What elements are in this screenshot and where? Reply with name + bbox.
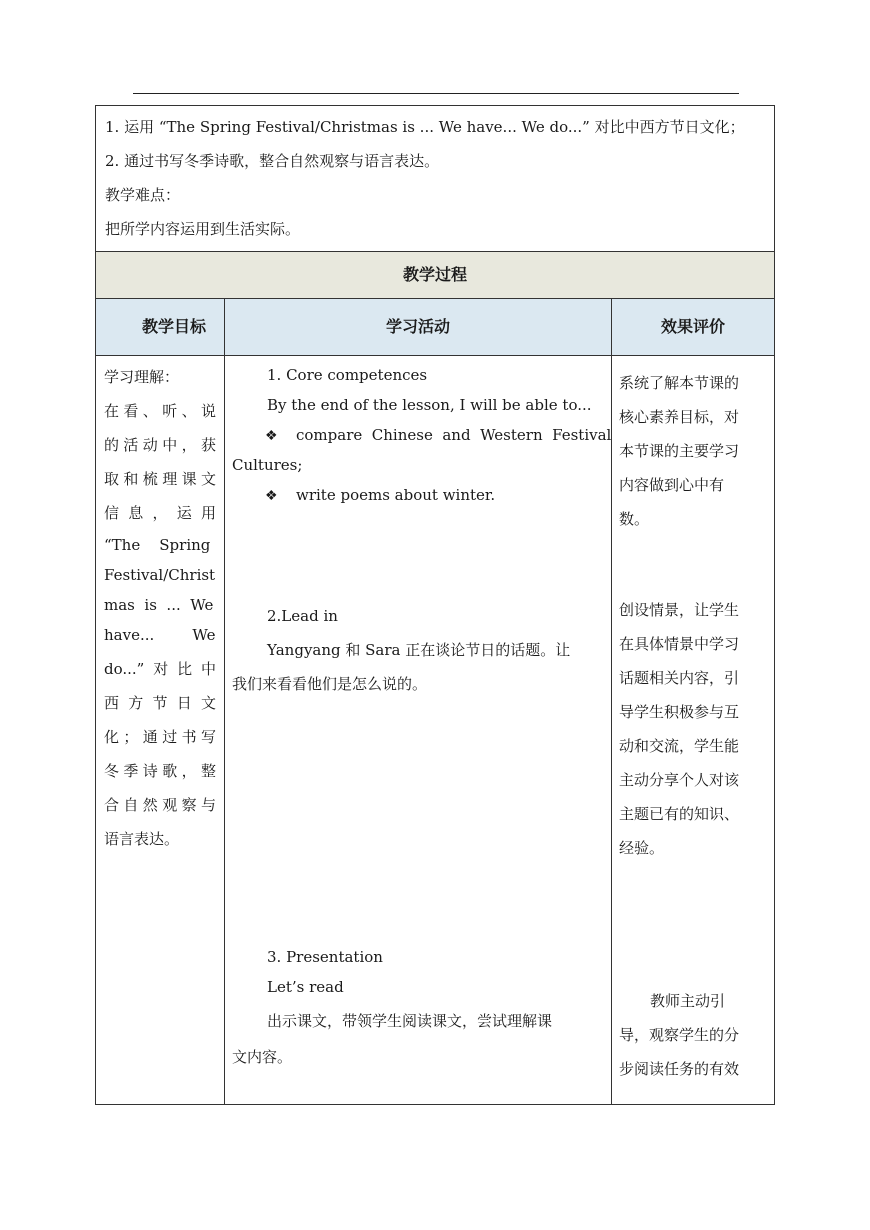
lead-title: 2.Lead in — [267, 607, 338, 625]
eval-line: 创设情景，让学生 — [619, 601, 740, 619]
goal-line: 化；通过书写 — [104, 728, 216, 746]
eval-line: 核心素养目标，对 — [619, 408, 740, 426]
col-header-activity-label: 学习活动 — [385, 317, 450, 336]
presentation-text-2: 文内容。 — [232, 1048, 293, 1066]
eval-line: 数。 — [619, 510, 650, 528]
lesson-plan-table — [95, 105, 775, 1105]
top-line-3: 教学难点： — [105, 186, 181, 204]
col-header-evaluation-label: 效果评价 — [660, 317, 725, 336]
process-title: 教学过程 — [96, 252, 774, 298]
eval-line: 主题已有的知识、 — [619, 805, 740, 823]
col-header-evaluation — [612, 299, 774, 355]
goal-line: 西 方 节 日 文 — [104, 694, 216, 712]
lead-text-2: 我们来看看他们是怎么说的。 — [232, 675, 428, 693]
eval-line: 系统了解本节课的 — [619, 374, 740, 392]
bullet-icon: ❖ — [265, 428, 278, 444]
goal-line: Festival/Christ — [104, 566, 216, 584]
lets-read: Let’s read — [267, 978, 344, 996]
bullet-icon: ❖ — [265, 488, 278, 504]
core-intro: By the end of the lesson, I will be able to... — [267, 396, 592, 414]
goal-line: have... We — [104, 626, 216, 644]
goal-line: 语言表达。 — [104, 830, 180, 848]
bullet-text-cont: Cultures; — [232, 456, 303, 474]
eval-line: 话题相关内容，引 — [619, 669, 740, 687]
top-line-2: 2. 通过书写冬季诗歌，整合自然观察与语言表达。 — [105, 152, 440, 170]
core-title: 1. Core competences — [267, 366, 428, 384]
bullet-text: write poems about winter. — [296, 486, 496, 504]
eval-line: 经验。 — [619, 839, 665, 857]
eval-line: 本节课的主要学习 — [619, 442, 740, 460]
bullet-item — [265, 426, 292, 444]
eval-line: 步阅读任务的有效 — [619, 1060, 740, 1078]
col-header-activity — [225, 299, 611, 355]
eval-line: 导，观察学生的分 — [619, 1026, 740, 1044]
top-line-1: 1. 运用 “The Spring Festival/Christmas is ... We have... We do...” 对比中西方节日文化； — [105, 118, 745, 136]
goal-cell — [96, 356, 224, 1104]
eval-line: 动和交流，学生能 — [619, 737, 740, 755]
goal-line: “The Spring — [104, 536, 211, 554]
activity-cell — [225, 356, 611, 1104]
goal-line: 合自然观察与 — [104, 796, 216, 814]
eval-line: 在具体情景中学习 — [619, 635, 740, 653]
col-header-goal — [96, 299, 224, 355]
eval-line: 教师主动引 — [650, 992, 726, 1010]
goal-line: 冬季诗歌，整 — [104, 762, 216, 780]
goal-line: 取和梳理课文 — [104, 470, 216, 488]
top-section — [96, 106, 774, 251]
top-line-4: 把所学内容运用到生活实际。 — [105, 220, 301, 238]
goal-line: 的活动中，获 — [104, 436, 216, 454]
eval-line: 主动分享个人对该 — [619, 771, 740, 789]
lead-text-1: Yangyang 和 Sara 正在谈论节日的话题。让 — [267, 641, 571, 659]
goal-line: mas is ... We — [104, 596, 214, 614]
presentation-title: 3. Presentation — [267, 948, 383, 966]
presentation-text-1: 出示课文，带领学生阅读课文，尝试理解课 — [267, 1012, 553, 1030]
col-header-goal-label: 教学目标 — [142, 317, 207, 336]
eval-line: 导学生积极参与互 — [619, 703, 740, 721]
goal-line: 信 息 ， 运 用 — [104, 504, 216, 522]
goal-line: do...”对比中 — [104, 660, 216, 678]
bullet-text: compare Chinese and Western Festival — [296, 426, 612, 444]
goal-line: 学习理解： — [104, 368, 180, 386]
bullet-item — [265, 486, 292, 504]
eval-line: 内容做到心中有 — [619, 476, 725, 494]
evaluation-cell — [612, 356, 774, 1104]
header-rule — [133, 93, 739, 94]
goal-line: 在看、听、说 — [104, 402, 216, 420]
